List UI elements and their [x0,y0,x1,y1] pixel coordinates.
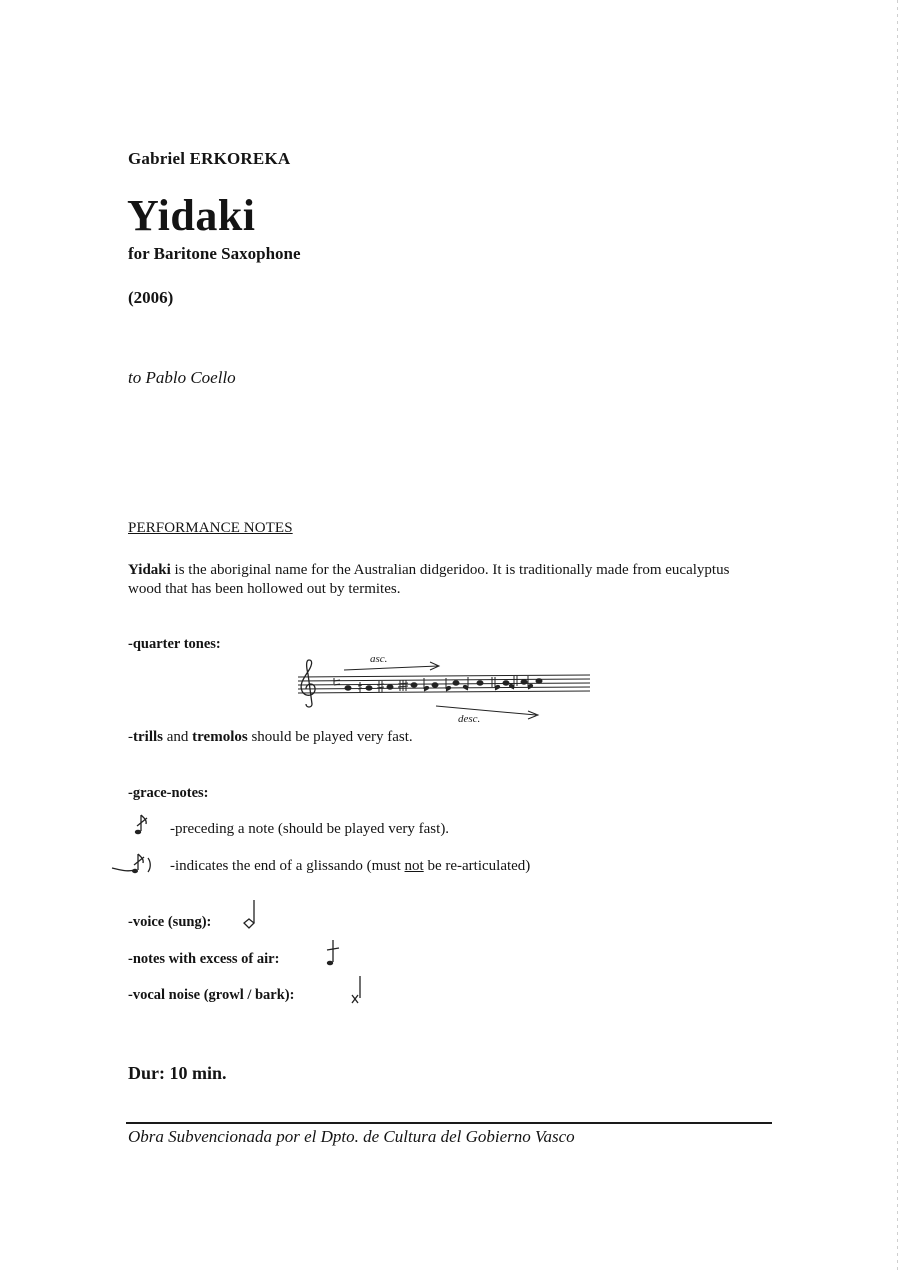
grace-note-icon [132,812,156,838]
glissando-text-pre: -indicates the end of a glissando (must [170,858,405,874]
excess-air-label: -notes with excess of air: [128,951,280,967]
quarter-tones-label: -quarter tones: [128,636,221,652]
trills-note [128,729,413,746]
glissando-text-post: be re-articulated) [423,858,531,874]
composer-name: Gabriel ERKOREKA [128,149,291,168]
grace-preceding-text: -preceding a note (should be played very fast). [170,821,450,837]
note-3 [377,681,393,692]
trills-dash: - [128,729,133,745]
note-4 [398,680,417,691]
air-note-icon [322,938,342,970]
trills-word: trills [133,729,163,745]
intro-bold-word: Yidaki [128,562,171,578]
piece-title: Yidaki [127,191,256,240]
trills-rest: should be played very fast. [247,729,413,745]
asc-label: asc. [370,653,388,665]
composition-year: (2006) [128,288,174,307]
instrumentation: for Baritone Saxophone [128,244,301,263]
intro-text: is the aboriginal name for the Australian didgeridoo. It is traditionally made from eucalyptus wood that has been hollowed out by termites. [128,562,730,597]
dedication: to Pablo Coello [128,368,236,387]
duration: Dur: 10 min. [128,1063,227,1083]
grace-notes-label: -grace-notes: [128,785,209,801]
funding-note: Obra Subvencionada por el Dpto. de Cultura del Gobierno Vasco [128,1127,575,1146]
note-2 [358,682,372,692]
trills-and: and [163,729,193,745]
performance-notes-heading: PERFORMANCE NOTES [128,520,293,536]
quarter-tones-staff [296,648,596,728]
glissando-text-not: not [404,858,424,874]
tremolos-word: tremolos [192,729,248,745]
treble-clef-icon [301,660,315,707]
vocal-noise-label: -vocal noise (growl / bark): [128,987,295,1003]
grace-glissando-text [170,858,530,875]
intro-paragraph [128,561,748,599]
glissando-grace-note-icon [110,848,158,878]
voice-sung-label: -voice (sung): [128,914,212,930]
desc-label: desc. [458,713,481,725]
page-edge-line [897,0,898,1273]
footer-divider [126,1122,772,1124]
x-notehead-icon [346,974,368,1008]
diamond-notehead-icon [240,898,262,932]
